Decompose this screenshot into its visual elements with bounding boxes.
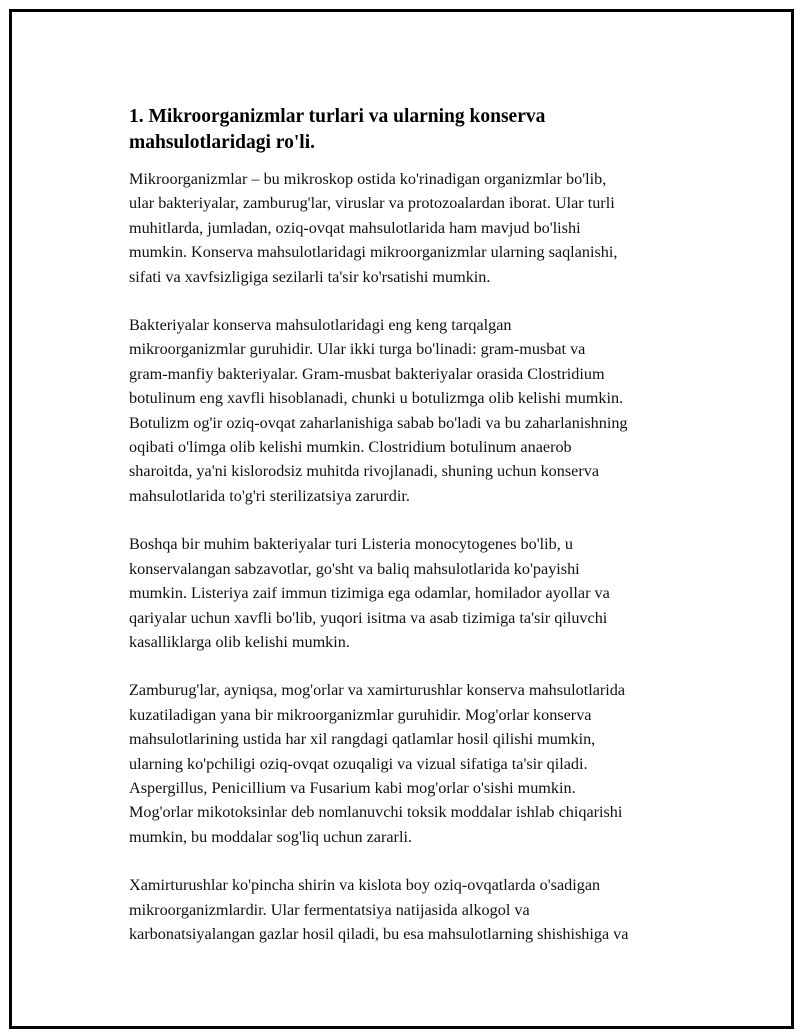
paragraph-3 <box>129 532 709 654</box>
text-line: gram-manfiy bakteriyalar. Gram-musbat bakteriyalar orasida Clostridium <box>129 364 605 383</box>
paragraph-5 <box>129 873 709 946</box>
text-line: sharoitda, ya'ni kislorodsiz muhitda rivojlanadi, shuning uchun konserva <box>129 462 600 481</box>
paragraph-1 <box>129 167 709 289</box>
text-line: mikroorganizmlar guruhidir. Ular ikki turga bo'linadi: gram-musbat va <box>129 340 586 359</box>
heading-line-2: mahsulotlaridagi ro'li. <box>129 132 315 153</box>
text-line: Mog'orlar mikotoksinlar deb nomlanuvchi toksik moddalar ishlab chiqarishi <box>129 803 623 822</box>
paragraph-2 <box>129 313 709 508</box>
text-line: kasalliklarga olib kelishi mumkin. <box>129 632 350 651</box>
text-line: kuzatiladigan yana bir mikroorganizmlar guruhidir. Mog'orlar konserva <box>129 705 592 724</box>
text-line: Botulizm og'ir oziq-ovqat zaharlanishiga sabab bo'ladi va bu zaharlanishning <box>129 413 628 432</box>
text-line: Aspergillus, Penicillium va Fusarium kabi mog'orlar o'sishi mumkin. <box>129 778 576 797</box>
text-line: ularning ko'pchiligi oziq-ovqat ozuqaligi va vizual sifatiga ta'sir qiladi. <box>129 754 588 773</box>
text-line: mumkin. Konserva mahsulotlaridagi mikroorganizmlar ularning saqlanishi, <box>129 243 618 262</box>
text-line: ular bakteriyalar, zamburug'lar, viruslar va protozoalardan iborat. Ular turli <box>129 194 615 213</box>
text-line: Zamburug'lar, ayniqsa, mog'orlar va xamirturushlar konserva mahsulotlarida <box>129 681 626 700</box>
text-line: mahsulotlarining ustida har xil rangdagi qatlamlar hosil qilishi mumkin, <box>129 730 596 749</box>
page-border <box>9 9 794 1029</box>
text-line: mikroorganizmlardir. Ular fermentatsiya natijasida alkogol va <box>129 900 530 919</box>
text-line: Boshqa bir muhim bakteriyalar turi Listeria monocytogenes bo'lib, u <box>129 535 573 554</box>
text-line: mahsulotlarida to'g'ri sterilizatsiya zarurdir. <box>129 486 410 505</box>
text-line: konservalangan sabzavotlar, go'sht va baliq mahsulotlarida ko'payishi <box>129 559 580 578</box>
heading-line-1: 1. Mikroorganizmlar turlari va ularning konserva <box>129 106 546 127</box>
text-line: karbonatsiyalangan gazlar hosil qiladi, bu esa mahsulotlarning shishishiga va <box>129 924 629 943</box>
paragraph-4 <box>129 678 709 849</box>
section-heading <box>129 104 709 156</box>
text-line: qariyalar uchun xavfli bo'lib, yuqori isitma va asab tizimiga ta'sir qiluvchi <box>129 608 608 627</box>
text-line: Mikroorganizmlar – bu mikroskop ostida ko'rinadigan organizmlar bo'lib, <box>129 170 607 188</box>
text-line: muhitlarda, jumladan, oziq-ovqat mahsulotlarida ham mavjud bo'lishi <box>129 218 581 237</box>
text-line: Xamirturushlar ko'pincha shirin va kislota boy oziq-ovqatlarda o'sadigan <box>129 876 601 895</box>
document-body <box>129 104 709 970</box>
text-line: botulinum eng xavfli hisoblanadi, chunki u botulizmga olib kelishi mumkin. <box>129 389 624 408</box>
text-line: Bakteriyalar konserva mahsulotlaridagi eng keng tarqalgan <box>129 316 512 335</box>
text-line: mumkin. Listeriya zaif immun tizimiga ega odamlar, homilador ayollar va <box>129 584 610 603</box>
text-line: mumkin, bu moddalar sog'liq uchun zararli. <box>129 827 412 846</box>
text-line: sifati va xavfsizligiga sezilarli ta'sir ko'rsatishi mumkin. <box>129 267 491 286</box>
text-line: oqibati o'limga olib kelishi mumkin. Clostridium botulinum anaerob <box>129 438 572 457</box>
